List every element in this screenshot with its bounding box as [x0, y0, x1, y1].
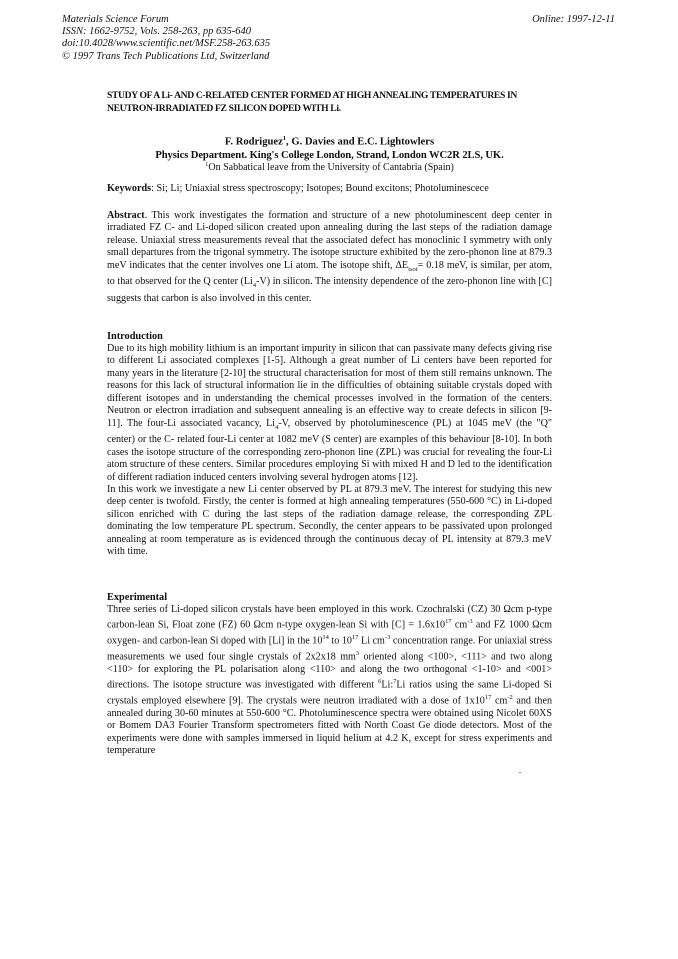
exp-sup: 17 — [445, 618, 452, 626]
abstract-text-3: -V) in silicon. The intensity dependence of the zero-phonon line with [C] suggests that carbon is also involved in this center. — [107, 276, 552, 304]
exp-sup: 7 — [393, 678, 397, 686]
keywords-label: Keywords — [107, 183, 152, 194]
intro-text-1a: Due to its high mobility lithium is an important impurity in silicon that can passivate many defects giving rise to different Li associated complexes [1-5]. Although a great number of Li centers have been reported for many years in the literature [2-10] the structural characterisation for most of them still remains unknown. The reasons for this lack of structural information lie in the difficulties of obtaining suitable crystals doped with different isotopes and in understanding the chemical processes involved in the formation of the centers. Neutron or electron irradiation and subsequent annealing is an effective way to create defects in silicon [9-11]. The four-Li associated vacancy, Li — [107, 343, 552, 429]
abstract-sub-isot: isot — [408, 265, 418, 273]
exp-sup: 6 — [378, 678, 382, 686]
abstract-label: Abstract — [107, 210, 145, 221]
journal-name: Materials Science Forum — [62, 14, 169, 25]
scan-mark — [519, 772, 521, 773]
abstract — [107, 210, 552, 305]
issn-line: ISSN: 1662-9752, Vols. 258-263, pp 635-640 — [62, 26, 251, 38]
exp-text: and FZ 1000 Ωcm oxygen- and carbon-lean Si doped with [Li] in the 10 — [107, 619, 553, 647]
affiliation: Physics Department. King's College London, Strand, London WC2R 2LS, UK. — [155, 149, 504, 161]
intro-text-1b: -V, observed by photoluminescence (PL) at 1045 meV (the "Q" center) or the C- related four-Li center at 1082 meV (S center) are examples of this behaviour [8-10]. In both cases the isotope structure of the corresponding zero-phonon line (ZPL) was crucial for revealing the four-Li atom structure of these centers. Similar procedures employing Si with mixed H and D led to the identification of different radiation induced centers involving several hydrogen atoms [12]. — [107, 417, 552, 483]
author-list — [107, 132, 552, 149]
exp-sup: -3 — [384, 634, 391, 642]
experimental-heading: Experimental — [107, 592, 168, 603]
exp-text: concentration range. For uniaxial stress measurements we used four single crystals of 2x2x18 mm — [107, 635, 552, 663]
exp-sup: 14 — [322, 634, 329, 642]
exp-text: Li ratios using the same Li-doped Si crystals employed elsewhere [9]. The crystals were neutron irradiated with a dose of 1x10 — [107, 679, 552, 707]
introduction-heading: Introduction — [107, 331, 163, 342]
journal-header — [62, 14, 270, 63]
experimental-body — [107, 604, 552, 758]
exp-text: cm — [491, 695, 508, 707]
exp-text: and then annealed during 30-60 minutes at 550-600 °C. Photoluminescence spectra were obtained using Nicolet 60XS or Bomem DA3 Fourier Transform spectrometers fitted with North Coast Ge diode detectors. Most of the experiments were done with samples immersed in liquid helium at 4.2 K, except for stress experiments and temperature — [107, 695, 553, 757]
abstract-text-2: = 0.18 meV, is similar, per atom, to that observed for the Q center (Li — [107, 259, 552, 288]
copyright-line: © 1997 Trans Tech Publications Ltd, Switzerland — [62, 50, 270, 62]
note-sup: 1 — [205, 160, 209, 168]
exp-text: oriented along <100>, <111> and two along <110> for exploring the PL polarisation along <110> and along the two orthogonal <1-10> and <001> directions. The isotope structure was investigated with different — [107, 651, 553, 691]
paper-title: STUDY OF A Li- AND C-RELATED CENTER FORMED AT HIGH ANNEALING TEMPERATURES IN NEUTRON-IRRADIATED FZ SILICON DOPED WITH Li. — [107, 90, 517, 114]
affiliation-note — [107, 162, 552, 175]
intro-paragraph-2: In this work we investigate a new Li center observed by PL at 879.3 meV. The interest for studying this new deep center is twofold. Firstly, the center is formed at high annealing temperatures (550-600 °C) in Li-doped silicon enriched with C during the last steps of the radiation damage release, the corresponding ZPL dominating the low temperature PL spectrum. Secondly, the center appears to be passivated upon prolonged annealing at room temperature as is evidenced through the continuous decay of PL intensity at 879.3 meV with time. — [107, 484, 552, 558]
exp-text: Three series of Li-doped silicon crystals have been employed in this work. Czochralski (CZ) 30 Ωcm p-type carbon-lean Si, Float zone (FZ) 60 Ωcm n-type oxygen-lean Si with [C] = 1.6x10 — [107, 604, 552, 631]
online-date: Online: 1997-12-11 — [532, 14, 615, 25]
margin-mark: . — [553, 508, 556, 517]
intro-sub: 4 — [275, 423, 279, 431]
note-text: On Sabbatical leave from the University of Cantabria (Spain) — [208, 161, 454, 173]
keywords — [107, 183, 552, 196]
intro-paragraph-1 — [107, 343, 552, 484]
exp-text: Li cm — [358, 635, 385, 647]
authors-block — [107, 132, 552, 174]
abstract-sub-4: 4 — [252, 282, 257, 290]
introduction-body — [107, 343, 552, 559]
keywords-text: : Si; Li; Uniaxial stress spectroscopy; Isotopes; Bound excitons; Photoluminescece — [151, 183, 489, 194]
author-rest: , G. Davies and E.C. Lightowlers — [286, 136, 435, 148]
exp-sup: 3 — [355, 650, 360, 658]
doi-line: doi:10.4028/www.scientific.net/MSF.258-263.635 — [62, 38, 271, 50]
exp-sup: 17 — [351, 634, 359, 642]
author-first: F. Rodriguez — [224, 136, 283, 148]
author-sup: 1 — [282, 135, 287, 142]
abstract-text-1: . This work investigates the formation and structure of a new photoluminescent deep center in irradiated FZ C- and Li-doped silicon created upon annealing during the last steps of the radiation damage release. Uniaxial stress measurements reveal that the associated defect has monoclinic I symmetry with only small departures from the trigonal symmetry. The isotope structure exhibited by the zero-phonon line at 879.3 meV indicates that the center involves one Li atom. The isotope shift, ΔE — [107, 210, 552, 271]
exp-sup: 17 — [484, 694, 492, 702]
exp-text: Li: — [381, 679, 394, 691]
exp-sup: -3 — [467, 618, 473, 626]
exp-sup: -2 — [507, 694, 513, 702]
exp-text: cm — [451, 619, 468, 631]
exp-text: to 10 — [328, 635, 352, 647]
